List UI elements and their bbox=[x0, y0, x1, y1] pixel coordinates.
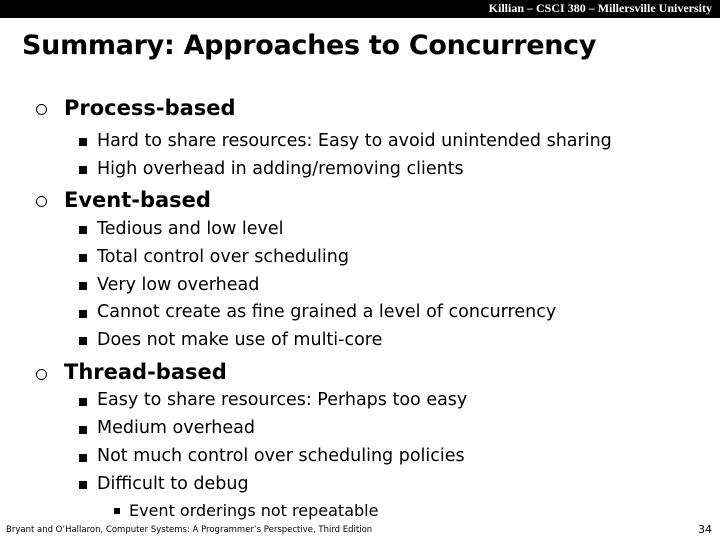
square-bullet-icon bbox=[79, 426, 87, 434]
footer-citation: Bryant and O’Hallaron, Computer Systems: A Programmer’s Perspective, Third Edition bbox=[6, 525, 373, 535]
square-bullet-icon bbox=[79, 254, 87, 262]
square-bullet-icon bbox=[79, 481, 87, 489]
list-item: Difficult to debug bbox=[97, 474, 249, 494]
section-bullet-icon bbox=[36, 369, 47, 380]
square-bullet-icon bbox=[79, 282, 87, 290]
square-bullet-icon bbox=[79, 310, 87, 318]
square-bullet-icon bbox=[79, 398, 87, 406]
square-bullet-icon bbox=[114, 508, 120, 514]
header-bar bbox=[0, 0, 720, 18]
list-item: Does not make use of multi-core bbox=[97, 330, 383, 350]
section-bullet-icon bbox=[36, 104, 47, 115]
sub-list-item: Event orderings not repeatable bbox=[129, 501, 379, 520]
list-item: Hard to share resources: Easy to avoid unintended sharing bbox=[97, 131, 612, 151]
section-heading-process: Process-based bbox=[64, 96, 236, 120]
square-bullet-icon bbox=[79, 166, 87, 174]
section-heading-event: Event-based bbox=[64, 188, 211, 212]
list-item: Not much control over scheduling policies bbox=[97, 446, 465, 466]
list-item: Tedious and low level bbox=[97, 219, 284, 239]
list-item: High overhead in adding/removing clients bbox=[97, 159, 464, 179]
page-number: 34 bbox=[698, 523, 712, 536]
square-bullet-icon bbox=[79, 138, 87, 146]
section-bullet-icon bbox=[36, 196, 47, 207]
course-header: Killian – CSCI 380 – Millersville University bbox=[488, 1, 712, 15]
section-heading-thread: Thread-based bbox=[64, 360, 227, 384]
list-item: Cannot create as fine grained a level of concurrency bbox=[97, 302, 557, 322]
list-item: Medium overhead bbox=[97, 418, 255, 438]
list-item: Very low overhead bbox=[97, 275, 260, 295]
square-bullet-icon bbox=[79, 226, 87, 234]
slide-title: Summary: Approaches to Concurrency bbox=[22, 30, 597, 61]
square-bullet-icon bbox=[79, 454, 87, 462]
list-item: Total control over scheduling bbox=[97, 247, 349, 267]
list-item: Easy to share resources: Perhaps too easy bbox=[97, 390, 468, 410]
square-bullet-icon bbox=[79, 337, 87, 345]
